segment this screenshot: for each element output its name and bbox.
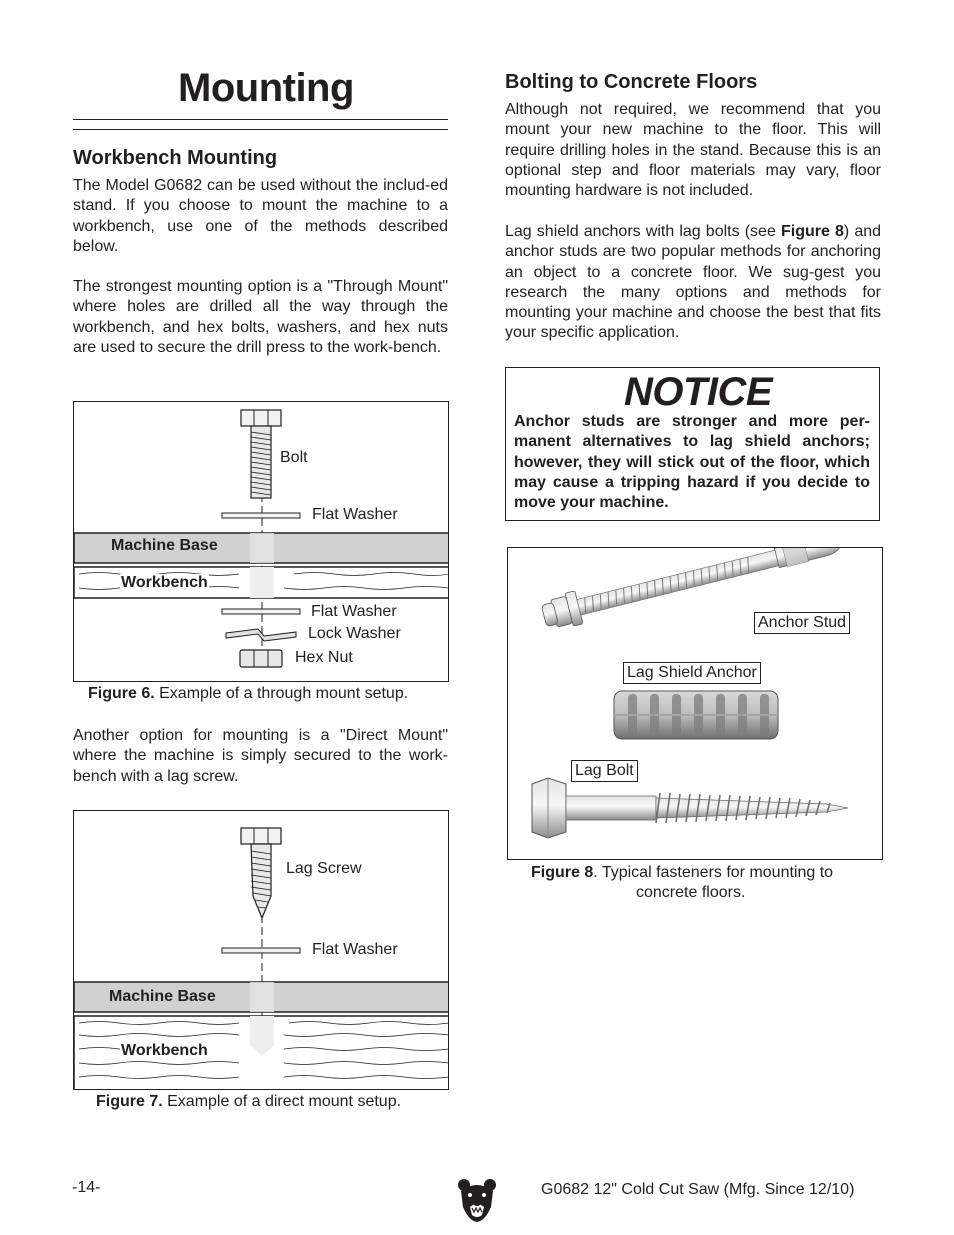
concrete-paragraph-2-end: ) and anchor studs are two popular methods for anchoring an object to a concrete floor. We sug-gest you research the many options and methods for mounting your machine and choose the best that fits your specific application. <box>505 223 882 342</box>
label-lock-washer: Lock Washer <box>308 625 401 642</box>
workbench-paragraph-2: The strongest mounting option is a "Through Mount" where holes are drilled all the way through the workbench, and hex bolts, washers, and hex nuts are used to secure the drill press to the work-bench. <box>73 278 448 356</box>
lag-screw-shank-shape <box>251 844 271 918</box>
concrete-heading: Bolting to Concrete Floors <box>505 71 758 93</box>
figure-8-reference: Figure 8 <box>780 223 844 240</box>
label-machine-base: Machine Base <box>111 537 218 554</box>
label-lag-screw: Lag Screw <box>286 860 362 877</box>
figure-6-caption <box>88 685 408 703</box>
workbench-paragraph-3: Another option for mounting is a "Direct Mount" where the machine is simply secured to the work-bench with a lag screw. <box>73 727 448 785</box>
label-workbench: Workbench <box>121 1042 208 1059</box>
lag-screw-head-shape <box>241 828 281 844</box>
lag-bolt-shape <box>532 778 848 838</box>
figure-7-caption-text: Example of a direct mount setup. <box>162 1093 402 1110</box>
label-bolt: Bolt <box>280 449 308 466</box>
figure-8-drawing <box>508 548 883 860</box>
figure-6-caption-label: Figure 6. <box>88 685 155 702</box>
concrete-paragraph-1: Although not required, we recommend that you mount your new machine to the floor. This will require drilling holes in the stand. Because this is an optional step and floor materials may vary, floor mounting hardware is not included. <box>505 101 881 200</box>
figure-8-caption-line-2: concrete floors. <box>636 884 746 901</box>
figure-6-diagram <box>73 401 449 682</box>
lag-shield-anchor-shape <box>614 691 778 739</box>
label-flat-washer-top: Flat Washer <box>312 506 398 523</box>
footer-model-text: G0682 12" Cold Cut Saw (Mfg. Since 12/10) <box>541 1181 855 1198</box>
label-flat-washer-bottom: Flat Washer <box>311 603 397 620</box>
label-workbench: Workbench <box>121 574 208 591</box>
figure-7-diagram <box>73 810 449 1090</box>
label-hex-nut: Hex Nut <box>295 649 353 666</box>
bear-logo-icon <box>457 1177 497 1223</box>
page-title: Mounting <box>178 66 354 110</box>
bolt-head-shape <box>241 410 281 426</box>
figure-7-caption-label: Figure 7. <box>96 1093 163 1110</box>
label-flat-washer: Flat Washer <box>312 941 398 958</box>
flat-washer-bottom-shape <box>222 609 300 614</box>
label-lag-shield-anchor: Lag Shield Anchor <box>623 662 761 684</box>
workbench-paragraph-1: The Model G0682 can be used without the includ-ed stand. If you choose to mount the machine to a workbench, use one of the methods described below. <box>73 177 448 255</box>
concrete-paragraph-2-start: Lag shield anchors with lag bolts (see <box>505 223 781 240</box>
flat-washer-shape <box>222 948 300 953</box>
hex-nut-shape <box>240 650 282 667</box>
label-lag-bolt: Lag Bolt <box>571 760 638 782</box>
figure-6-caption-text: Example of a through mount setup. <box>154 685 409 702</box>
lock-washer-shape <box>226 629 296 641</box>
title-rule-top <box>73 119 448 120</box>
figure-8-caption-label: Figure 8 <box>531 864 594 881</box>
workbench-heading: Workbench Mounting <box>73 147 278 169</box>
figure-8-caption <box>531 864 833 882</box>
notice-box <box>505 367 880 521</box>
notice-text: Anchor studs are stronger and more per-manent alternatives to lag shield anchors; however, they will stick out of the floor, which may cause a tripping hazard if you decide to move your machine. <box>514 413 870 512</box>
figure-8-caption-text: . Typical fasteners for mounting to <box>593 864 834 881</box>
concrete-paragraph-2 <box>505 222 881 344</box>
label-anchor-stud: Anchor Stud <box>754 612 850 634</box>
figure-8-photo <box>507 547 883 860</box>
notice-title: NOTICE <box>624 370 773 414</box>
label-machine-base: Machine Base <box>109 988 216 1005</box>
figure-7-caption <box>96 1093 401 1111</box>
title-rule-bottom <box>73 129 448 130</box>
page-number: -14- <box>72 1179 101 1196</box>
flat-washer-top-shape <box>222 513 300 518</box>
